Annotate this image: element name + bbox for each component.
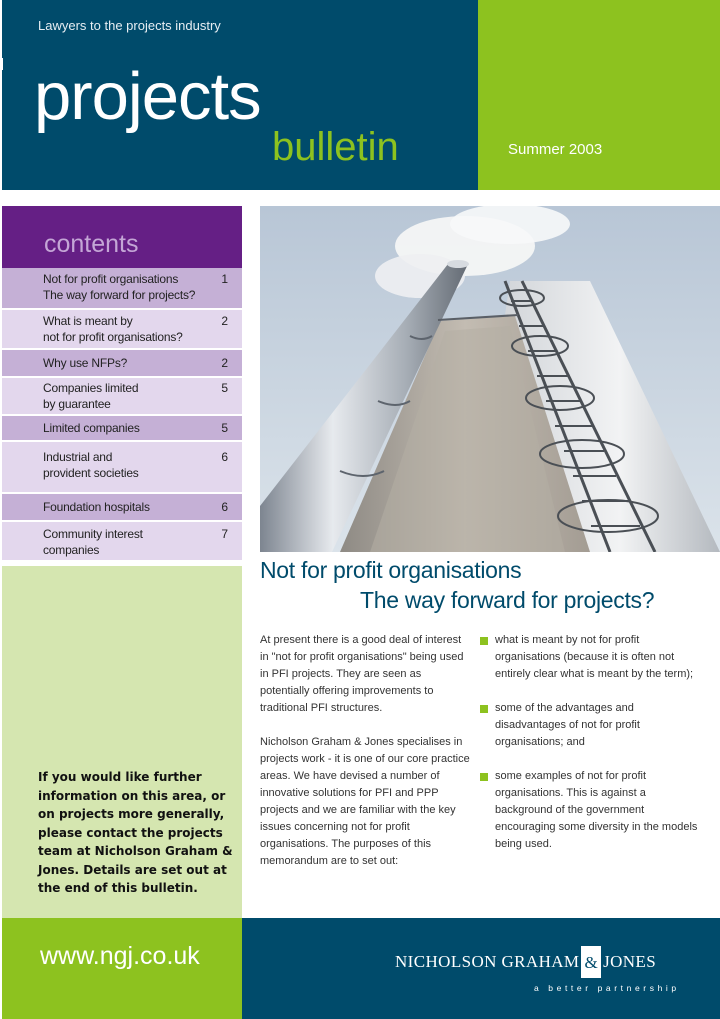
toc-item-page: 1 bbox=[221, 272, 228, 286]
article-paragraph: At present there is a good deal of interest in "not for profit organisations" being used in PFI projects. They are seen as potentially offering improvements to traditional PFI structures. bbox=[260, 634, 464, 714]
bullet-text: some examples of not for profit organisations. This is against a background of the government encouraging some diversity in the models being used. bbox=[495, 770, 698, 850]
square-bullet-icon bbox=[480, 705, 488, 713]
bullet-item bbox=[480, 700, 702, 751]
toc-item-page: 7 bbox=[221, 527, 228, 541]
toc-item[interactable] bbox=[2, 268, 242, 308]
toc-item-label: Foundation hospitals bbox=[43, 500, 150, 514]
toc-item[interactable] bbox=[2, 494, 242, 520]
toc-item-page: 6 bbox=[221, 500, 228, 514]
firm-slogan: a better partnership bbox=[534, 983, 680, 993]
toc-item-page: 2 bbox=[221, 314, 228, 328]
toc-item-page: 5 bbox=[221, 421, 228, 435]
article-heading-line2: The way forward for projects? bbox=[360, 587, 655, 613]
article-heading-line1: Not for profit organisations bbox=[260, 557, 522, 583]
toc-item-label: Companies limited by guarantee bbox=[43, 381, 139, 411]
toc-item-page: 6 bbox=[221, 450, 228, 464]
header-accent-band bbox=[478, 0, 720, 190]
toc-item-page: 2 bbox=[221, 356, 228, 370]
contact-note: If you would like further information on this area, or on projects more generally, please contact the projects team at Nicholson Graham & Jones. Details are set out at the end of this bulletin. bbox=[38, 770, 233, 895]
toc-item-label: Why use NFPs? bbox=[43, 356, 128, 370]
square-bullet-icon bbox=[480, 637, 488, 645]
toc-item[interactable] bbox=[2, 378, 242, 414]
firm-name-part2: JONES bbox=[603, 952, 657, 971]
firm-logo bbox=[395, 946, 656, 978]
square-bullet-icon bbox=[480, 773, 488, 781]
toc-item-label: What is meant by not for profit organisations? bbox=[43, 314, 183, 344]
contents-title: contents bbox=[44, 230, 139, 258]
bullet-item bbox=[480, 632, 702, 683]
article-column-right bbox=[480, 632, 702, 870]
masthead-title: projects bbox=[34, 59, 261, 134]
toc-item-label: Limited companies bbox=[43, 421, 140, 435]
issue-date: Summer 2003 bbox=[508, 141, 603, 158]
masthead-subtitle: bulletin bbox=[272, 125, 399, 169]
website-link[interactable]: www.ngj.co.uk bbox=[40, 942, 200, 970]
toc-item[interactable] bbox=[2, 350, 242, 376]
toc-item[interactable] bbox=[2, 416, 242, 440]
bullet-text: some of the advantages and disadvantages of not for profit organisations; and bbox=[495, 702, 640, 748]
toc-item-label: Industrial and provident societies bbox=[43, 450, 139, 480]
chimney-photo bbox=[260, 206, 720, 552]
toc-item-label: Community interest companies bbox=[43, 527, 143, 557]
tagline: Lawyers to the projects industry bbox=[38, 18, 221, 33]
bullet-text: what is meant by not for profit organisations (because it is often not entirely clear what is meant by the term); bbox=[495, 634, 694, 680]
bullet-item bbox=[480, 768, 702, 853]
header-mark bbox=[0, 58, 3, 70]
toc-item[interactable] bbox=[2, 310, 242, 348]
toc-item-page: 5 bbox=[221, 381, 228, 395]
toc-item[interactable] bbox=[2, 522, 242, 560]
toc-item-label: Not for profit organisations The way forward for projects? bbox=[43, 272, 196, 302]
toc-item[interactable] bbox=[2, 442, 242, 492]
firm-name-part1: NICHOLSON GRAHAM bbox=[395, 952, 580, 971]
article-column-left bbox=[260, 632, 472, 887]
article-paragraph: Nicholson Graham & Jones specialises in projects work - it is one of our core practice areas. We have devised a number of innovative solutions for PFI and PPP projects and we are familiar with the key issues concerning not for profit organisations. The purposes of this memorandum are to set out: bbox=[260, 736, 470, 867]
firm-ampersand: & bbox=[581, 946, 601, 978]
